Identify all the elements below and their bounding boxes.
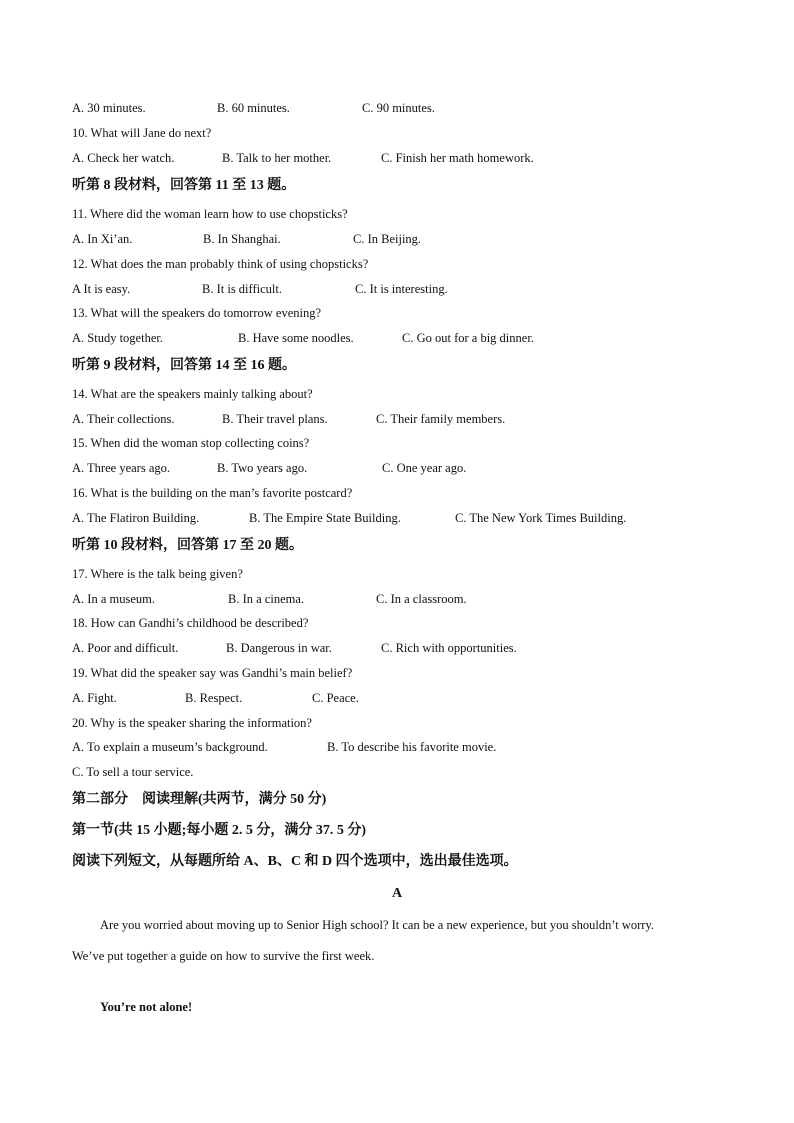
q18-option-b: B. Dangerous in war. xyxy=(226,641,332,655)
q18-question: 18. How can Gandhi’s childhood be described? xyxy=(72,616,309,630)
q12-question: 12. What does the man probably think of using chopsticks? xyxy=(72,257,369,271)
section-8-heading: 听第 8 段材料，回答第 11 至 13 题。 xyxy=(72,178,296,193)
q20-option-c: C. To sell a tour service. xyxy=(72,765,194,779)
q17-option-c: C. In a classroom. xyxy=(376,592,467,606)
q12-option-c: C. It is interesting. xyxy=(355,282,448,296)
q15-option-c: C. One year ago. xyxy=(382,461,467,475)
q12-option-b: B. It is difficult. xyxy=(202,282,282,296)
q16-option-a: A. The Flatiron Building. xyxy=(72,511,200,525)
q19-option-c: C. Peace. xyxy=(312,691,359,705)
q13-option-a: A. Study together. xyxy=(72,331,163,345)
reading-instructions: 阅读下列短文，从每题所给 A、B、C 和 D 四个选项中，选出最佳选项。 xyxy=(72,854,518,869)
q17-option-b: B. In a cinema. xyxy=(228,592,305,606)
q11-option-a: A. In Xi’an. xyxy=(72,232,133,246)
q14-option-a: A. Their collections. xyxy=(72,412,175,426)
q15-question: 15. When did the woman stop collecting coins? xyxy=(72,436,310,450)
q16-option-b: B. The Empire State Building. xyxy=(249,511,401,525)
q14-option-c: C. Their family members. xyxy=(376,412,506,426)
passage-subheading: You’re not alone! xyxy=(100,1000,193,1014)
section-1-title: 第一节(共 15 小题;每小题 2. 5 分，满分 37. 5 分) xyxy=(72,823,366,838)
q19-question: 19. What did the speaker say was Gandhi’s main belief? xyxy=(72,666,353,680)
q12-option-a: A It is easy. xyxy=(72,282,131,296)
q17-question: 17. Where is the talk being given? xyxy=(72,567,243,581)
q14-question: 14. What are the speakers mainly talking about? xyxy=(72,387,313,401)
q19-option-b: B. Respect. xyxy=(185,691,243,705)
section-10-heading: 听第 10 段材料，回答第 17 至 20 题。 xyxy=(72,538,303,553)
q15-option-b: B. Two years ago. xyxy=(217,461,308,475)
q14-option-b: B. Their travel plans. xyxy=(222,412,328,426)
section-9-heading: 听第 9 段材料，回答第 14 至 16 题。 xyxy=(72,358,296,373)
q10-option-b: B. Talk to her mother. xyxy=(222,151,332,165)
q11-question: 11. Where did the woman learn how to use chopsticks? xyxy=(72,207,348,221)
q13-question: 13. What will the speakers do tomorrow evening? xyxy=(72,306,322,320)
q9-option-b: B. 60 minutes. xyxy=(217,101,290,115)
passage-line-1: Are you worried about moving up to Senior High school? It can be a new experience, but you shouldn’t worry. xyxy=(100,918,655,932)
q19-option-a: A. Fight. xyxy=(72,691,117,705)
q10-question: 10. What will Jane do next? xyxy=(72,126,212,140)
q11-option-c: C. In Beijing. xyxy=(353,232,422,246)
q20-option-b: B. To describe his favorite movie. xyxy=(327,740,497,754)
q17-option-a: A. In a museum. xyxy=(72,592,155,606)
q13-option-c: C. Go out for a big dinner. xyxy=(402,331,534,345)
q9-option-c: C. 90 minutes. xyxy=(362,101,435,115)
passage-line-2: We’ve put together a guide on how to survive the first week. xyxy=(72,949,375,963)
q13-option-b: B. Have some noodles. xyxy=(238,331,354,345)
q18-option-c: C. Rich with opportunities. xyxy=(381,641,517,655)
part-2-title: 第二部分 阅读理解(共两节，满分 50 分) xyxy=(72,792,327,807)
q20-option-a: A. To explain a museum’s background. xyxy=(72,740,268,754)
q10-option-c: C. Finish her math homework. xyxy=(381,151,534,165)
q10-option-a: A. Check her watch. xyxy=(72,151,175,165)
q11-option-b: B. In Shanghai. xyxy=(203,232,281,246)
q16-question: 16. What is the building on the man’s favorite postcard? xyxy=(72,486,353,500)
q15-option-a: A. Three years ago. xyxy=(72,461,170,475)
q20-question: 20. Why is the speaker sharing the information? xyxy=(72,716,312,730)
passage-letter: A xyxy=(391,886,403,901)
q18-option-a: A. Poor and difficult. xyxy=(72,641,179,655)
q16-option-c: C. The New York Times Building. xyxy=(455,511,627,525)
q9-option-a: A. 30 minutes. xyxy=(72,101,146,115)
